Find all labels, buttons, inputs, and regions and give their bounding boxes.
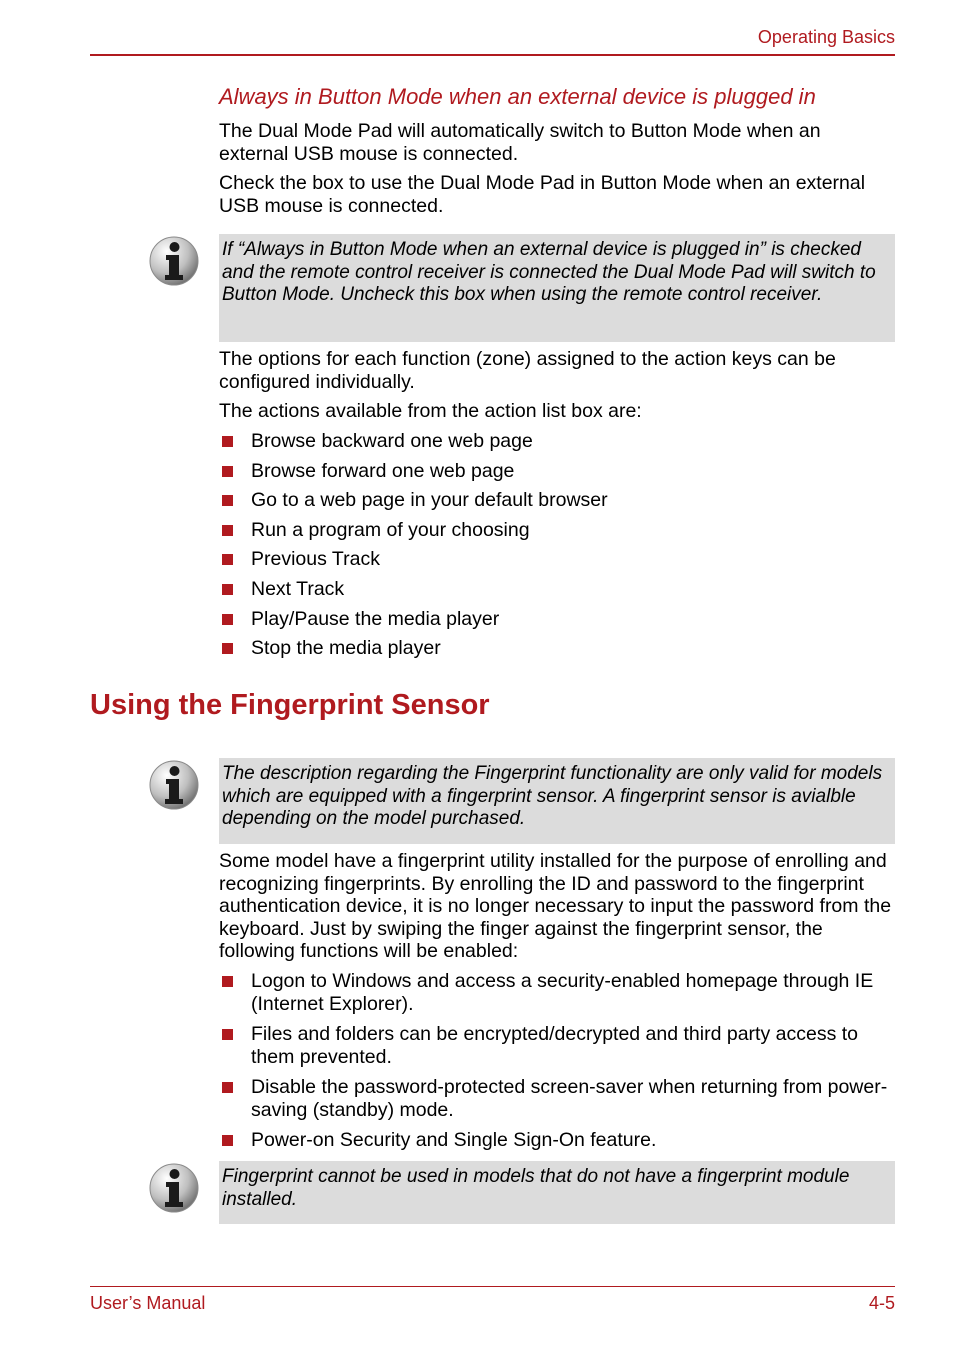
bullet-square-icon (222, 554, 233, 565)
note-text: If “Always in Button Mode when an external device is plugged in” is checked and the remote control receiver is connected the Dual Mode Pad will switch to Button Mode. Uncheck this box when using the remote control receiver. (222, 239, 876, 306)
list-item: Play/Pause the media player (219, 608, 895, 631)
note-box (219, 234, 895, 342)
paragraph-check-box: Check the box to use the Dual Mode Pad in Button Mode when an external USB mouse is connected. (219, 172, 866, 217)
subheading: Always in Button Mode when an external device is plugged in (219, 84, 816, 109)
list-item: Logon to Windows and access a security-enabled homepage through IE (Internet Explorer). (219, 970, 895, 1016)
note-box (219, 1161, 895, 1224)
note-text: Fingerprint cannot be used in models that do not have a fingerprint module installed. (222, 1166, 850, 1210)
footer-rule (90, 1286, 895, 1287)
running-header: Operating Basics (757, 27, 895, 47)
bullet-square-icon (222, 643, 233, 654)
list-item: Stop the media player (219, 637, 895, 660)
bullet-square-icon (222, 614, 233, 625)
note-box (219, 758, 895, 844)
list-item: Disable the password-protected screen-saver when returning from power-saving (standby) mode. (219, 1076, 895, 1122)
paragraph-actions-intro: The actions available from the action list box are: (219, 400, 642, 422)
list-item: Files and folders can be encrypted/decrypted and third party access to them prevented. (219, 1023, 895, 1069)
feature-list (219, 970, 895, 1152)
bullet-square-icon (222, 436, 233, 447)
section-heading: Using the Fingerprint Sensor (90, 689, 490, 721)
list-item: Browse backward one web page (219, 430, 895, 453)
list-item: Go to a web page in your default browser (219, 489, 895, 512)
list-item: Previous Track (219, 548, 895, 571)
bullet-square-icon (222, 495, 233, 506)
page-number: 4-5 (868, 1293, 895, 1313)
info-icon (148, 759, 200, 811)
header-rule (90, 54, 895, 56)
bullet-square-icon (222, 1029, 233, 1040)
bullet-square-icon (222, 1135, 233, 1146)
action-list (219, 430, 895, 660)
bullet-square-icon (222, 976, 233, 987)
paragraph-fingerprint-utility: Some model have a fingerprint utility installed for the purpose of enrolling and recognizing fingerprints. By enrolling the ID and password to the fingerprint authentication device, it is no longer necessary to input the password from the keyboard. Just by swiping the finger against the fingerprint sensor, the following functions will be enabled: (219, 850, 892, 963)
list-item: Browse forward one web page (219, 460, 895, 483)
bullet-square-icon (222, 584, 233, 595)
paragraph-options: The options for each function (zone) assigned to the action keys can be configured individually. (219, 348, 836, 393)
list-item: Next Track (219, 578, 895, 601)
info-icon (148, 235, 200, 287)
bullet-square-icon (222, 1082, 233, 1093)
paragraph-auto-switch: The Dual Mode Pad will automatically switch to Button Mode when an external USB mouse is connected. (219, 120, 821, 165)
bullet-square-icon (222, 466, 233, 477)
list-item: Run a program of your choosing (219, 519, 895, 542)
bullet-square-icon (222, 525, 233, 536)
note-text: The description regarding the Fingerprint functionality are only valid for models which are equipped with a fingerprint sensor. A fingerprint sensor is avialble depending on the model purchased. (222, 763, 883, 830)
footer-manual-title: User’s Manual (90, 1293, 206, 1313)
info-icon (148, 1162, 200, 1214)
list-item: Power-on Security and Single Sign-On feature. (219, 1129, 895, 1152)
